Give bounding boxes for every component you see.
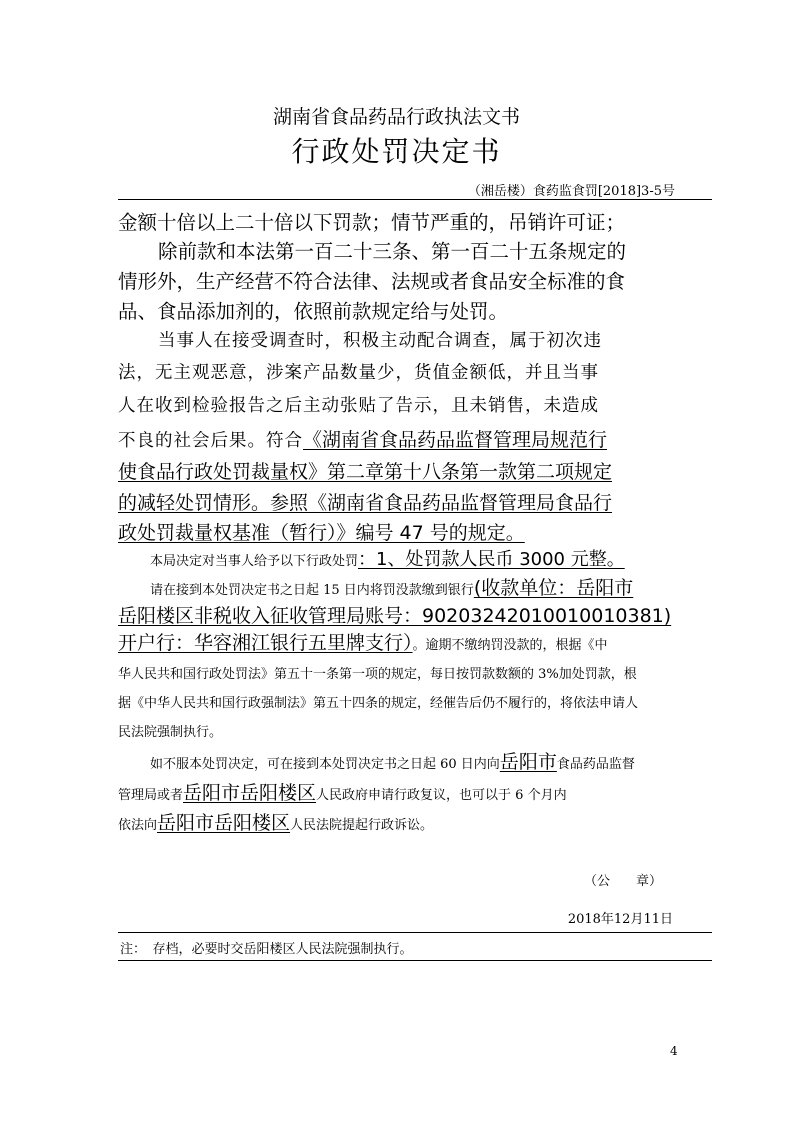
note-bottom-divider	[118, 960, 712, 961]
appeal-district-handwritten: 岳阳市岳阳楼区	[157, 812, 291, 834]
page-number: 4	[670, 1044, 678, 1058]
facts-underlined-line: 的减轻处罚情形。参照《湖南省食品药品监督管理局食品行	[118, 492, 613, 514]
account-handwritten: 岳阳楼区非税收入征收管理局账号：90203242010010010381)	[118, 605, 672, 627]
law-text-line: 除前款和本法第一百二十三条、第一百二十五条规定的	[158, 240, 627, 263]
appeal-text: 食品药品监督	[556, 757, 635, 772]
appeal-district-handwritten: 岳阳市岳阳楼区	[183, 782, 317, 804]
page-title: 行政处罚决定书	[291, 135, 502, 168]
decision-prefix: 本局决定对当事人给予以下行政处罚	[150, 554, 359, 569]
facts-line: 当事人在接受调查时，积极主动配合调查，属于初次违	[158, 331, 602, 351]
payment-text-line: 民法院强制执行。	[118, 725, 223, 740]
payment-prefix: 请在接到本处罚决定书之日起 15 日内将罚没款缴到银行	[150, 583, 474, 598]
appeal-text: 人民法院提起行政诉讼。	[290, 818, 434, 833]
document-series-title: 湖南省食品药品行政执法文书	[272, 106, 520, 128]
note-top-divider	[118, 932, 712, 933]
appeal-text: 依法向	[118, 818, 158, 833]
appeal-text: 如不服本处罚决定，可在接到本处罚决定书之日起 60 日内向	[150, 757, 500, 772]
facts-underlined-line: 使食品行政处罚裁量权》第二章第十八条第一款第二项规定	[118, 461, 613, 483]
payment-line	[118, 628, 608, 655]
law-text-line: 品、食品添加剂的，依照前款规定给与处罚。	[118, 300, 509, 323]
facts-line	[118, 425, 607, 452]
payee-handwritten: (收款单位：岳阳市	[473, 577, 634, 599]
payment-suffix: 。逾期不缴纳罚没款的，根据《中	[412, 638, 608, 653]
law-text-line: 情形外，生产经营不符合法律、法规或者食品安全标准的食	[118, 270, 626, 293]
bank-handwritten: 开户行：华容湘江银行五里牌支行）	[118, 632, 413, 654]
appeal-text: 管理局或者	[118, 788, 184, 803]
facts-underlined-text: 《湖南省食品药品监督管理局规范行	[303, 429, 608, 451]
penalty-amount: ：1、处罚款人民币 3000 元整。	[358, 549, 625, 570]
facts-line: 法，无主观恶意，涉案产品数量少，货值金额低，并且当事	[118, 363, 599, 383]
payment-line	[150, 573, 633, 600]
payment-text-line: 据《中华人民共和国行政强制法》第五十四条的规定，经催告后仍不履行的，将依法申请人	[118, 696, 639, 711]
facts-line: 人在收到检验报告之后主动张贴了告示，且未销售，未造成	[118, 396, 599, 416]
decision-line	[150, 545, 625, 571]
appeal-line	[150, 747, 635, 774]
seal-placeholder: （公 章）	[583, 874, 662, 889]
appeal-line	[118, 778, 567, 805]
facts-text: 不良的社会后果。符合	[118, 431, 303, 451]
appeal-city-handwritten: 岳阳市	[499, 751, 557, 773]
appeal-line	[118, 808, 433, 835]
issue-date: 2018年12月11日	[567, 912, 673, 927]
top-divider	[118, 199, 712, 200]
payment-text-line: 华人民共和国行政处罚法》第五十一条第一项的规定，每日按罚款数额的 3%加处罚款，根	[118, 667, 637, 682]
document-number: （湘岳楼）食药监食罚[2018]3-5号	[467, 184, 675, 199]
footer-note: 注： 存档，必要时交岳阳楼区人民法院强制执行。	[120, 942, 413, 957]
law-text-line: 金额十倍以上二十倍以下罚款；情节严重的，吊销许可证；	[118, 211, 626, 234]
facts-underlined-line: 政处罚裁量权基准（暂行）》编号 47 号的规定。	[118, 522, 525, 544]
appeal-text: 人民政府申请行政复议，也可以于 6 个月内	[316, 788, 567, 803]
